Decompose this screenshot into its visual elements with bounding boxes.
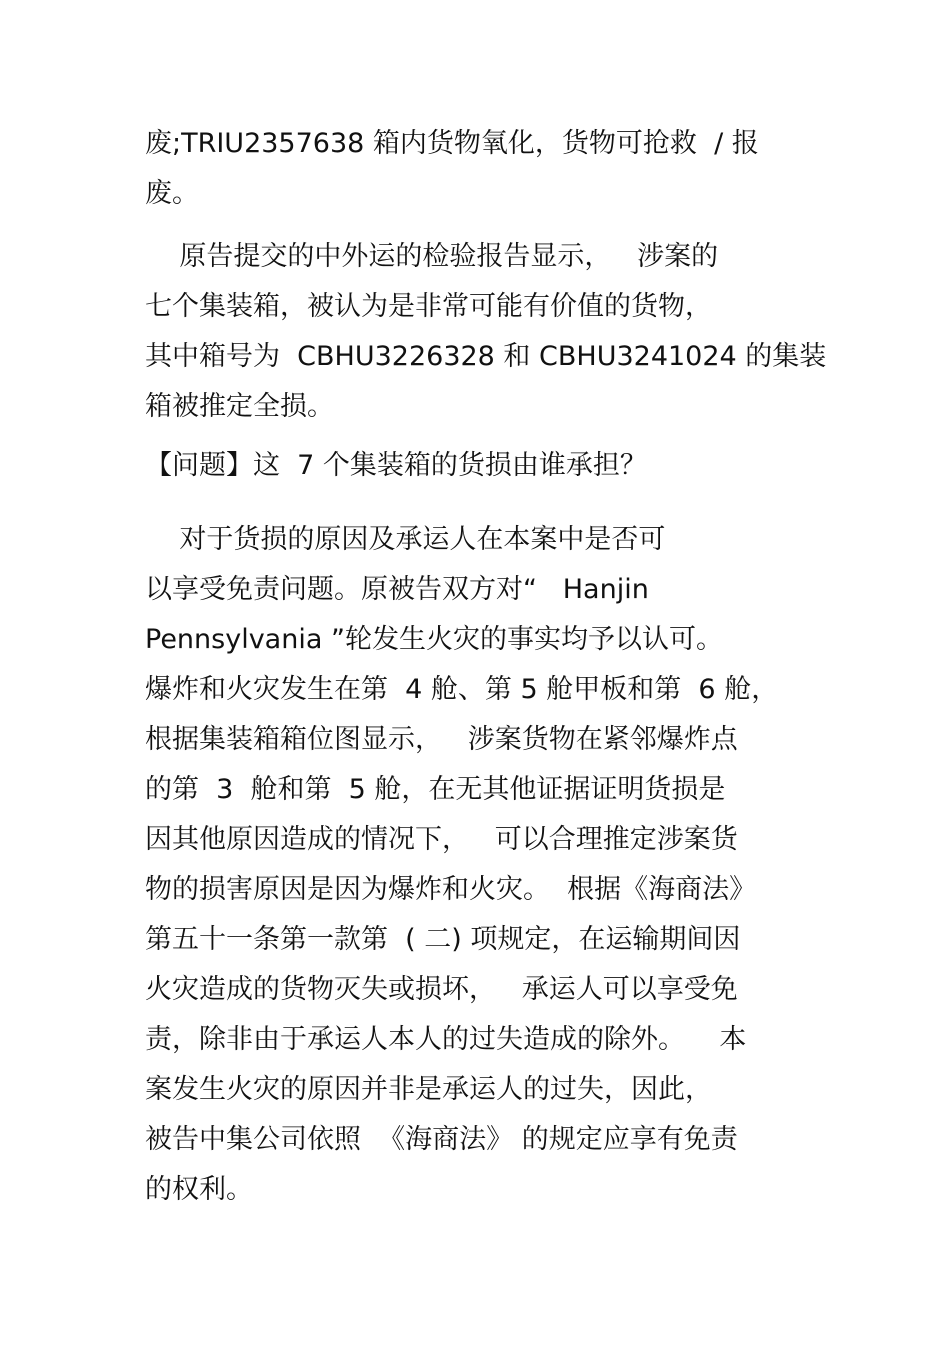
text-line-11: 爆炸和火灾发生在第 4 舱、第 5 舱甲板和第 6 舱， <box>145 674 779 705</box>
text-line-9: 以享受免责问题。原被告双方对“ Hanjin <box>145 574 649 605</box>
text-line-5: 其中箱号为 CBHU3226328 和 CBHU3241024 的集装 <box>145 341 827 372</box>
text-line-17: 火灾造成的货物灭失或损坏， 承运人可以享受免 <box>145 974 738 1005</box>
text-line-14: 因其他原因造成的情况下， 可以合理推定涉案货 <box>145 824 738 855</box>
text-line-15: 物的损害原因是因为爆炸和火灾。 根据《海商法》 <box>145 874 757 905</box>
text-line-8: 对于货损的原因及承运人在本案中是否可 <box>145 524 666 555</box>
text-line-3: 原告提交的中外运的检验报告显示， 涉案的 <box>145 241 719 272</box>
text-line-4: 七个集装箱，被认为是非常可能有价值的货物， <box>145 291 712 322</box>
text-line-16: 第五十一条第一款第 ( 二) 项规定，在运输期间因 <box>145 924 741 955</box>
text-line-13: 的第 3 舱和第 5 舱，在无其他证据证明货损是 <box>145 774 726 805</box>
text-line-6: 箱被推定全损。 <box>145 391 334 422</box>
text-line-20: 被告中集公司依照 《海商法》 的规定应享有免责 <box>145 1124 738 1155</box>
text-line-10: Pennsylvania ”轮发生火灾的事实均予以认可。 <box>145 624 723 655</box>
question-line: 【问题】这 7 个集装箱的货损由谁承担？ <box>145 450 647 481</box>
text-line-1: 废;TRIU2357638 箱内货物氧化，货物可抢救 / 报 <box>145 128 759 159</box>
text-line-18: 责，除非由于承运人本人的过失造成的除外。 本 <box>145 1024 747 1055</box>
text-line-21: 的权利。 <box>145 1174 253 1205</box>
text-line-19: 案发生火灾的原因并非是承运人的过失，因此， <box>145 1074 712 1105</box>
text-line-2: 废。 <box>145 178 199 209</box>
text-line-12: 根据集装箱箱位图显示， 涉案货物在紧邻爆炸点 <box>145 724 738 755</box>
